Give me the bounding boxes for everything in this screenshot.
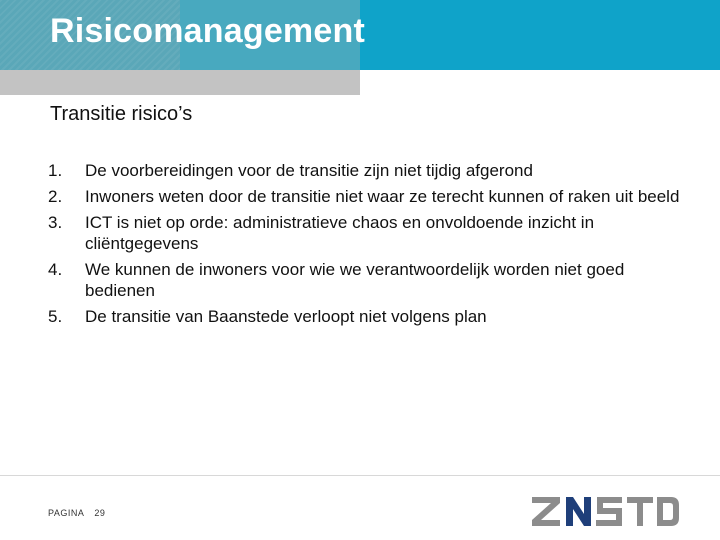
list-item [48,306,688,327]
footer-divider [0,475,720,476]
list-item-text: We kunnen de inwoners voor wie we verantwoordelijk worden niet goed bedienen [85,260,625,300]
list-item-number: 5. [48,307,63,326]
list-item-text: De voorbereidingen voor de transitie zijn niet tijdig afgerond [85,161,533,180]
list-item-number: 4. [48,260,63,279]
slide-title: Risicomanagement [50,12,365,50]
list-item [48,259,688,301]
risk-list [48,160,688,332]
list-item [48,160,688,181]
list-item-number: 2. [48,187,63,206]
znstd-logo [530,494,680,528]
list-item [48,186,688,207]
list-item [48,212,688,254]
slide-subtitle: Transitie risico’s [50,103,193,125]
list-item-number: 1. [48,161,63,180]
list-item-text: De transitie van Baanstede verloopt niet volgens plan [85,307,487,326]
list-item-text: ICT is niet op orde: administratieve chaos en onvoldoende inzicht in cliëntgegevens [85,213,595,253]
list-item-number: 3. [48,213,63,232]
page-number: 29 [94,508,106,518]
list-item-text: Inwoners weten door de transitie niet waar ze terecht kunnen of raken uit beeld [85,187,680,206]
page-label: PAGINA [48,508,85,518]
page-indicator [48,508,105,518]
